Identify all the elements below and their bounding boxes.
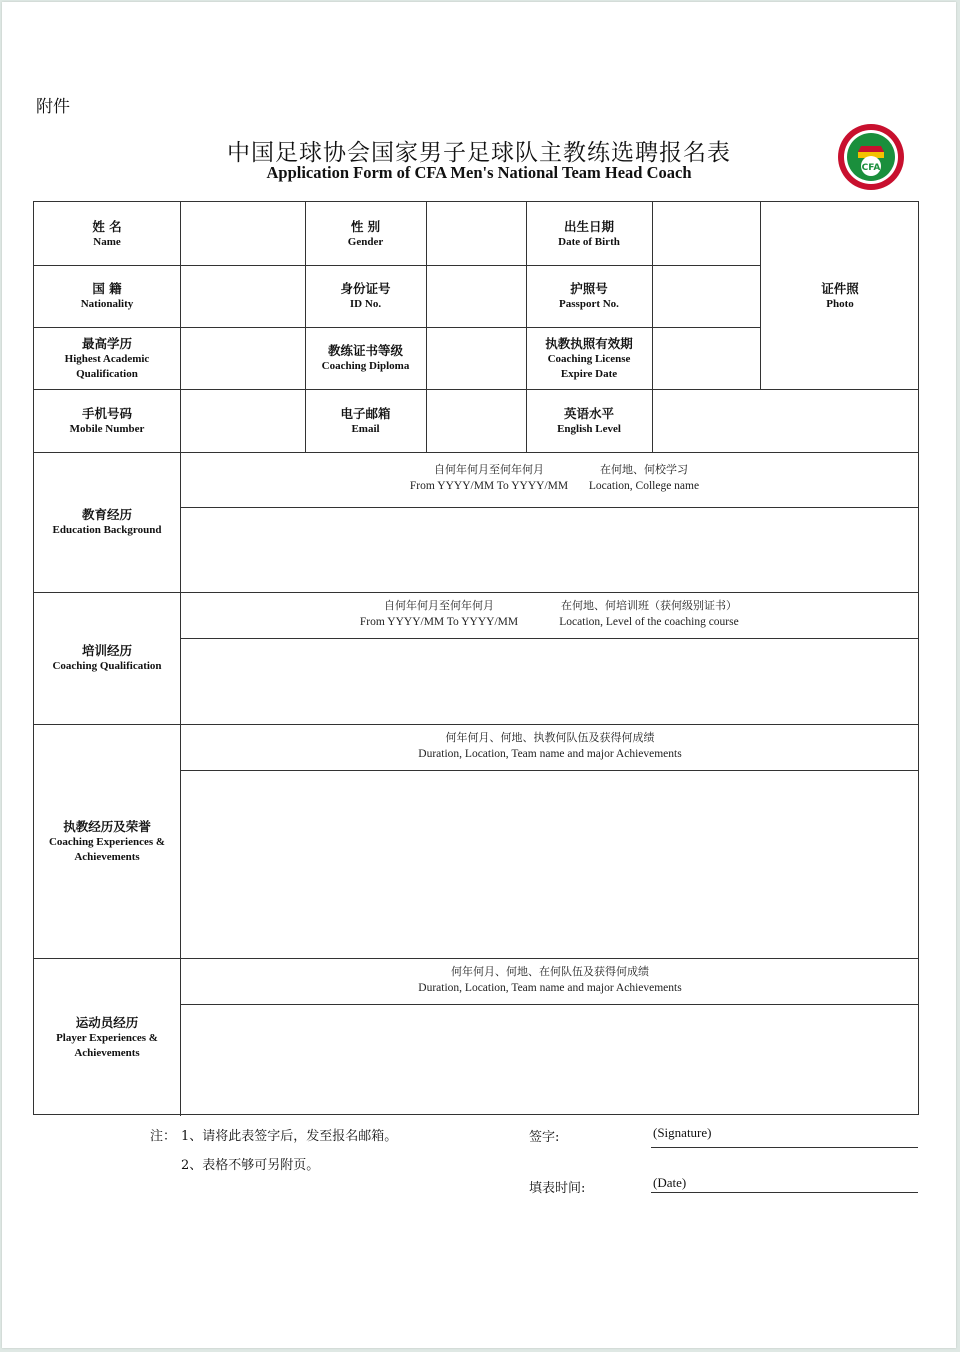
player-experience-entry-area[interactable] bbox=[181, 1005, 919, 1115]
education-label: 教育经历 Education Background bbox=[52, 507, 162, 536]
nationality-field[interactable] bbox=[181, 265, 305, 327]
form-title-chinese: 中国足球协会国家男子足球队主教练选聘报名表 bbox=[227, 140, 731, 166]
date-placeholder: (Date) bbox=[653, 1175, 687, 1190]
coaching-diploma-label: 教练证书等级 Coaching Diploma bbox=[321, 343, 410, 372]
gender-field[interactable] bbox=[427, 202, 526, 265]
training-location-hint: 在何地、何培训班（获何级别证书） Location, Level of the coaching course bbox=[559, 599, 739, 628]
form-page bbox=[2, 2, 956, 1348]
player-experience-label: 运动员经历 Player Experiences & Achievements bbox=[56, 1014, 158, 1059]
photo-box[interactable]: 证件照 Photo bbox=[821, 280, 859, 310]
name-field[interactable] bbox=[181, 202, 305, 265]
mobile-label: 手机号码 Mobile Number bbox=[69, 405, 145, 435]
mobile-field[interactable] bbox=[181, 389, 305, 452]
note-2: 2、表格不够可另附页。 bbox=[181, 1158, 320, 1173]
gender-label: 性 别 Gender bbox=[347, 218, 384, 248]
date-of-birth-field[interactable] bbox=[653, 202, 760, 265]
coaching-experience-hint: 何年何月、何地、执教何队伍及获得何成绩 Duration, Location, Team name and major Achievements bbox=[418, 731, 682, 760]
photo-label: 证件照 bbox=[821, 280, 859, 296]
coaching-qualification-entry-area[interactable] bbox=[181, 639, 919, 724]
passport-field[interactable] bbox=[653, 265, 760, 327]
date-line[interactable] bbox=[651, 1192, 918, 1193]
english-level-field[interactable] bbox=[653, 389, 919, 452]
training-date-hint: 自何年何月至何年何月 From YYYY/MM To YYYY/MM bbox=[359, 599, 519, 628]
date-label: 填表时间: bbox=[529, 1181, 586, 1196]
id-number-label: 身份证号 ID No. bbox=[340, 281, 391, 310]
application-form-table bbox=[33, 201, 919, 1115]
education-location-hint: 在何地、何校学习 Location, College name bbox=[588, 463, 700, 492]
education-entry-area[interactable] bbox=[181, 508, 919, 592]
id-number-field[interactable] bbox=[427, 265, 526, 327]
coaching-qualification-label: 培训经历 Coaching Qualification bbox=[52, 643, 162, 672]
coaching-experience-entry-area[interactable] bbox=[181, 771, 919, 958]
date-of-birth-label: 出生日期 Date of Birth bbox=[558, 218, 620, 248]
attachment-label: 附件 bbox=[36, 97, 70, 117]
note-label: 注： bbox=[150, 1129, 177, 1144]
english-level-label: 英语水平 English Level bbox=[557, 405, 621, 435]
coaching-diploma-field[interactable] bbox=[427, 327, 526, 389]
academic-qualification-field[interactable] bbox=[181, 327, 305, 389]
nationality-label: 国 籍 Nationality bbox=[80, 281, 134, 310]
signature-placeholder: (Signature) bbox=[653, 1125, 712, 1140]
email-label: 电子邮箱 Email bbox=[340, 405, 391, 435]
academic-qualification-label: 最高学历 Highest Academic Qualification bbox=[64, 335, 150, 380]
name-label: 姓 名 Name bbox=[92, 218, 122, 248]
form-title-english: Application Form of CFA Men's National Team Head Coach bbox=[266, 163, 692, 182]
note-1: 1、请将此表签字后，发至报名邮箱。 bbox=[181, 1129, 398, 1144]
signature-line[interactable] bbox=[651, 1147, 918, 1148]
player-experience-hint: 何年何月、何地、在何队伍及获得何成绩 Duration, Location, Team name and major Achievements bbox=[418, 965, 682, 994]
email-field[interactable] bbox=[427, 389, 526, 452]
license-expiry-label: 执教执照有效期 Coaching License Expire Date bbox=[545, 335, 633, 380]
cfa-logo bbox=[836, 122, 906, 192]
signature-label: 签字: bbox=[529, 1130, 560, 1145]
education-date-hint: 自何年何月至何年何月 From YYYY/MM To YYYY/MM bbox=[409, 463, 569, 492]
logo-text: CFA bbox=[861, 163, 881, 173]
passport-label: 护照号 Passport No. bbox=[559, 281, 619, 310]
coaching-experience-label: 执教经历及荣誉 Coaching Experiences & Achievements bbox=[48, 818, 166, 863]
license-expiry-field[interactable] bbox=[653, 327, 760, 389]
